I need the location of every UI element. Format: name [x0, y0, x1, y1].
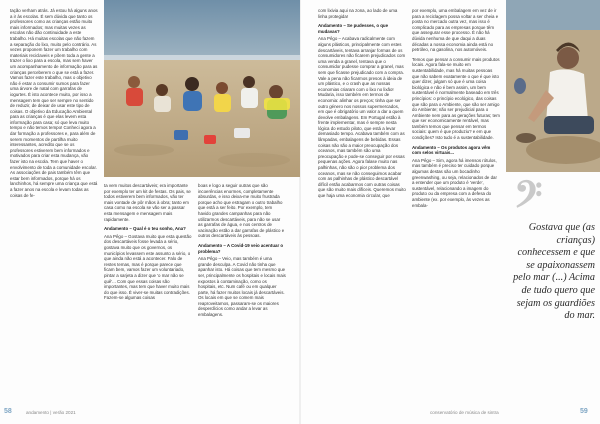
beach-children-illustration	[104, 0, 300, 177]
interview-question: Andamento – Qual é o teu sonho, Ana?	[104, 226, 186, 232]
interview-question: Andamento – Se pudesses, o que mudavas?	[318, 23, 389, 34]
woman-beach-photo	[506, 0, 600, 172]
body-text: Temos que pensar a consumir mais produtos locais. Agora fala-se muito em sustentabilidade, mas há muitas pessoas que não sabem exatamente o que é que isto quer dizer, julgam só que é uma coisa biológica e não é bem assim, um bem sustentável é normalmente baseado em três princípios: o princípio ecológico, das coisas que são para o Ambiente, que são ser amigo do Ambiente; não ser prejudicial para o Ambiente nem para as gerações futuras; tem que ser economicamente rentável, mas também temos que pensar em termos sociais: quem é que produziu? e em que condições? Isto tudo é a sustentabilidade.	[412, 56, 500, 141]
left-page-number: 58	[4, 408, 12, 415]
body-text: ta vem muitos descartáveis; era importante por exemplo ter um kit de festas. Os pais, se todos estiverem bem informados, vão ter mais vontade de pôr mãos à obra; tanto em casa como na escola se vão ser a passar esta mensagem e mensagem mais rapidamente.	[104, 183, 191, 222]
body-text: boas e logo a seguir outras que são incoerências enormes, completamente absurdas, e isso deixa-me muito frustrada porque acho que estragam o outro trabalho que está a ser feito. Por exemplo, tem havido grandes campanhas para não utilizarmos descartáveis, para não se usar as garrafas de água, e nos centros de vacinação estão a dar garrafas de plástico e outros descartáveis às pessoas.	[198, 183, 285, 239]
quote-mark-icon: 𝄢	[514, 174, 543, 225]
interview-answer: Ana Pêgo – Sim, agora há imensos rótulos, mas também é preciso ter cuidado porque algumas destas são um bocadinho greenwashing, ou seja, relacionados de dar a entender que um produto é 'verde', sustentável, relacionando a imagem do produto ou da empresa com a defesa do ambiente (ex. por exemplo, às vezes as embala-	[412, 157, 497, 208]
right-footer-text: conservatório de música de sintra	[430, 410, 499, 415]
body-text: tação verham atrás. Já estou há alguns anos a ir às escolas. É sem dúvida que tanto os professores como as crianças estão muito mais informados; mas muitas vezes as escolas não dão continuidade a este trabalho. Há muitas escolas que não fazem a separação do lixo, muito pelo contrário. As vezes proponem fazer um trabalho com materiais reciclaveis e põem toda a gente a trazer o lixo para a escola, mas sem haver um acompanhamento de informação para as crianças perceberem o que se está a fazer. Vamos fazer este trabalho, mas o objetivo não é estar a consumir sumos para fazer uma árvore de natal com garrafas de iogurtes. É isto acontece muito, por isso a mensagem tem que ser sempre no sentido de reduzir, de deixar de usar este tipo de coisas. O objetivo da Educação Ambiental para as crianças é que elas levem esta informação para casa; só que leva muito tempo e não temos tempo! Conheci agora a dar formação a professores e, para além de serem momentos de partilha muito interessantes, acredito que se os professores estiverem bem informados e motivados para criar esta mudança, vão fazer isto na escola. Tem que haver o envolvimento de toda a comunidade escolar. As associações de pais também têm que estar bem informados, porque há os lanchinhos, há sempre uma criança que está a fazer anos na escola e levam todas as coisas de fe-	[10, 8, 98, 198]
left-footer-text: andamento | verão 2021	[26, 410, 76, 415]
interview-answer: Ana Pêgo – Acabava radicalmente com alguns plásticos, principalmente com estes descartáveis, tentava arranjar formas de os consumidores não ficarem prejudicados com uma venda a granel, tentava que o consumidor pudesse comprar a granel, mas sem que ficasse prejudicado com a compra. Vale a pena não ficarmos presos à ideia de um plástico, e o crash que as nossas economias criaram com o lixo no lixão! Mudaria, isso também em termos de economia: alinhar os preços; tinha que ser outro género nos nossos supermercados, em que é obrigatório um valor a dar a quem devolve embalagens. Em Portugal estão à frente implementar, mas é sempre nesta lógica do estudo piloto, que está a levar demasiado tempo. Acabava também com as lâmpadas, embalagens de bebidas. Essas coisas não são a maior preocupação dos oceanos, mas também são uma preocupação e pode-se conseguir por essas pequenas ações. Agora falase muito nas palhinhas, não são o pior problema dos oceanos, mas se não conseguimos acabar com as palhinhas de plástico descartável difícil então acabarmos com outras coisas que são muito mais difíceis. Queremos muito que haja uma economia circular, que	[318, 36, 406, 198]
beach-children-photo	[104, 0, 300, 177]
body-text: por exemplo, uma embalagem em vez de ir para a reciclagem possa voltar a ser cheia e posta no mercado outra vez, mas isso é complicado para as empresas porque têm que assegurar esse processo. É não há dúvida nenhuma de que daqui a duas décadas a nossa economia ainda está no petróleo, na gasolina, nos automóveis.	[412, 8, 499, 53]
interview-question: Andamento – Os produtos agora vêm com selos virtuais...	[412, 144, 491, 156]
right-page-column-1	[318, 8, 406, 408]
left-page-column-3	[198, 183, 286, 403]
body-text: com lixivia aqui na zona, ao lado de uma linha protegida!	[318, 8, 398, 19]
woman-beach-illustration	[506, 0, 600, 172]
interview-question: Andamento – A Covid-19 veio acentuar o problema?	[198, 242, 284, 254]
left-page-column-1	[10, 8, 98, 408]
left-page-column-2	[104, 183, 192, 403]
interview-answer: Ana Pêgo – Gostava muito que esta questão dos descartáveis fosse levada a sério, gostava muito que os governos, os municípios levassem este assunto a sério, o que ainda não está a acontecer. Falo de restes temas, mas é porque parece que ficam bem, vamos fazer um voluntariado, pintar a sarjeta a dizer que 'o mar não se quê'... Com que essas coisas são importantes, mas tem que haver muito mais do que isso. É viver-se muitas contradições. Fazem-se algumas coisas	[104, 233, 192, 301]
right-page-column-2	[412, 8, 500, 408]
interview-answer: Ana Pêgo – Veio, mas também é uma grande desculpa. A Covid não tinha que apanhar isto. Há coisas que tem mesmo que ser, principalmente os hospitais e locais mais expostos à contaminação, como os hospitais, etc. Num café ou em qualquer parte, há fazer muitos locais já descartáveis. Os locais em que se comem mais reaproveitamos, passaram-se os maiores desperdícios como andar a levar as embalagens.	[198, 256, 286, 318]
right-page-number: 59	[580, 408, 588, 415]
pull-quote: Gostava que (as crianças) conhecessem e que se apaixonassem pelo mar (...) Acima de tudo quero que sejam os guardiões do mar.	[513, 222, 595, 322]
